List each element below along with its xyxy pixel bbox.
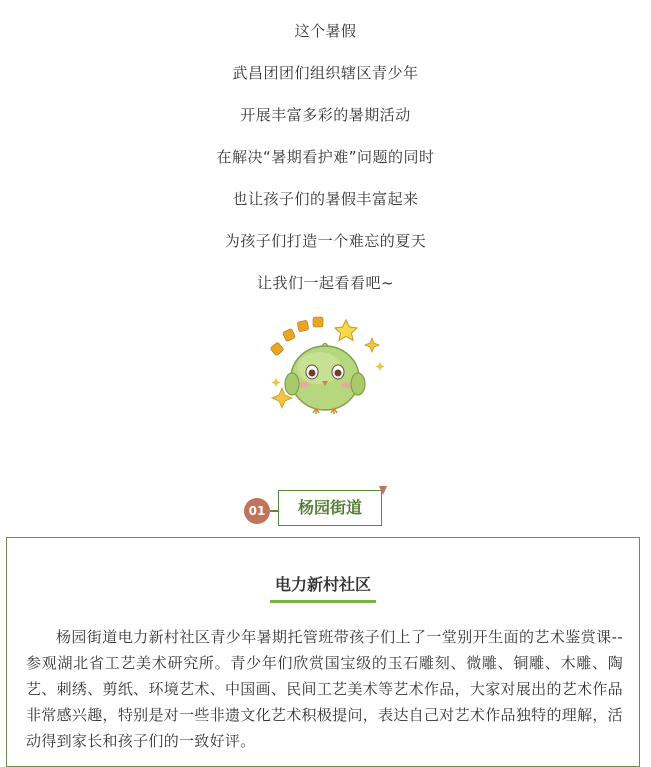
intro-line: 武昌团团们组织辖区青少年 bbox=[232, 64, 419, 82]
intro-line: 这个暑假 bbox=[294, 22, 357, 40]
section-header bbox=[244, 488, 394, 530]
article-paragraph: 杨园街道电力新村社区青少年暑期托管班带孩子们上了一堂别开生面的艺术鉴赏课--参观湖北省工艺美术研究所。青少年们欣赏国宝级的玉石雕刻、微雕、铜雕、木雕、陶艺、刺绣、剪纸、环境艺术、中国画、民间工艺美术等艺术作品，大家对展出的艺术作品非常感兴趣，特别是对一些非遗文化艺术积极提问，表达自己对艺术作品独特的理解，活动得到家长和孩子们的一致好评。 bbox=[26, 628, 623, 750]
section-number-badge: 01 bbox=[244, 498, 270, 524]
intro-line: 开展丰富多彩的暑期活动 bbox=[240, 106, 411, 124]
intro-line: 为孩子们打造一个难忘的夏天 bbox=[224, 232, 427, 250]
title-underline bbox=[270, 600, 376, 603]
green-bird-sticker-icon bbox=[262, 310, 388, 420]
section-title: 杨园街道 bbox=[278, 490, 382, 526]
community-title: 电力新村社区 bbox=[274, 575, 371, 594]
intro-line: 在解决“暑期看护难”问题的同时 bbox=[216, 148, 435, 166]
content-card bbox=[6, 537, 640, 767]
corner-triangle-icon bbox=[379, 486, 387, 495]
intro-line: 让我们一起看看吧~ bbox=[256, 274, 395, 292]
intro-line: 也让孩子们的暑假丰富起来 bbox=[232, 190, 419, 208]
